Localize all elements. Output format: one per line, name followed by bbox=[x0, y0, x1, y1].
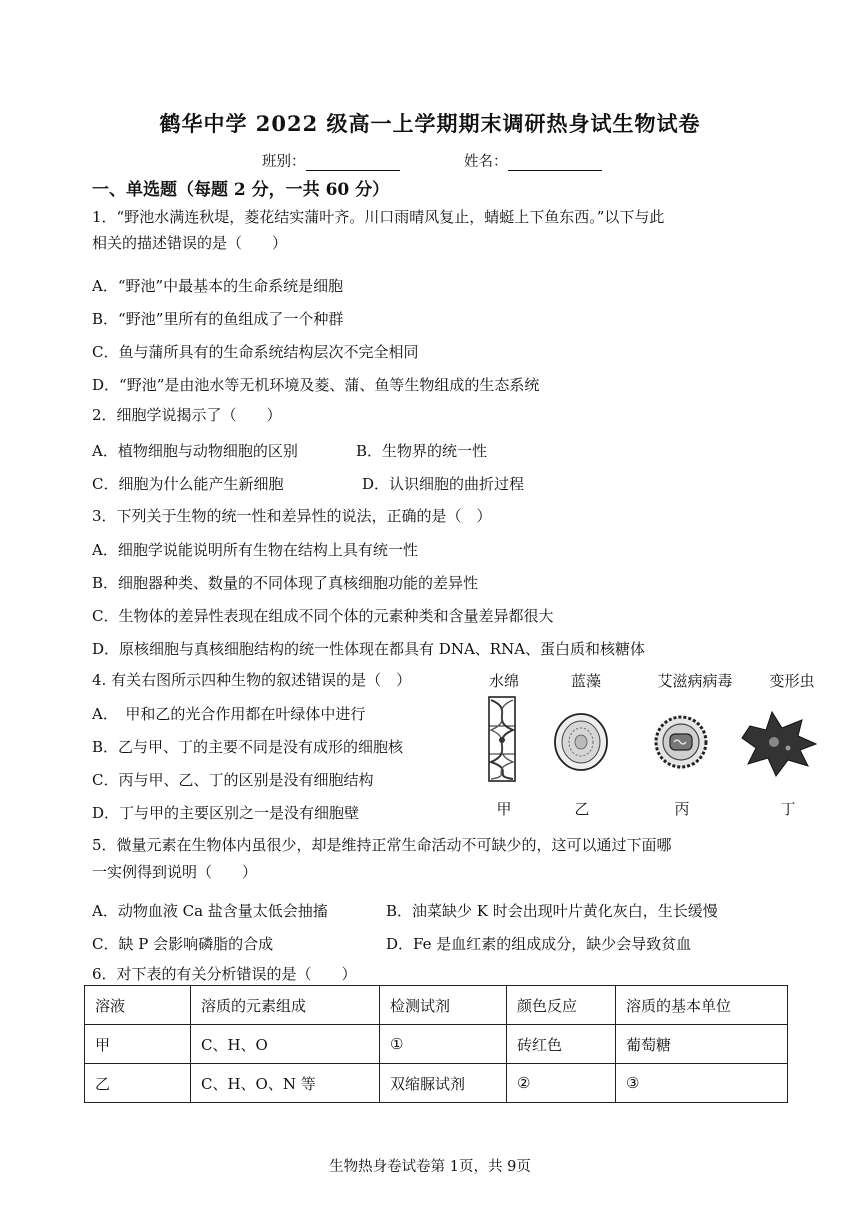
name-field bbox=[464, 150, 602, 171]
question-5-option-d: D．Fe 是血红素的组成成分，缺少会导致贫血 bbox=[386, 935, 692, 953]
question-5-option-b: B．油菜缺少 K 时会出现叶片黄化灰白，生长缓慢 bbox=[386, 902, 718, 920]
table-header-row bbox=[85, 986, 788, 1025]
table-header-cell: 颜色反应 bbox=[507, 986, 616, 1025]
analysis-table bbox=[84, 985, 788, 1103]
table-cell: C、H、O bbox=[191, 1025, 380, 1064]
figure-letter-yi: 乙 bbox=[574, 800, 590, 818]
table-cell: 葡萄糖 bbox=[616, 1025, 788, 1064]
figure-letter-bing: 丙 bbox=[674, 800, 690, 818]
question-5-stem-line2: 一实例得到说明（ ） bbox=[92, 863, 258, 881]
question-4-stem: 4. 有关右图所示四种生物的叙述错误的是（ ） bbox=[92, 671, 412, 689]
question-1-stem-line1: 1．“野池水满连秋堤，菱花结实蒲叶齐。川口雨晴风复止，蜻蜓上下鱼东西。”以下与此 bbox=[92, 208, 665, 226]
figure-letter-ding: 丁 bbox=[780, 800, 796, 818]
table-cell: ③ bbox=[616, 1064, 788, 1103]
table-header-cell: 检测试剂 bbox=[380, 986, 507, 1025]
question-1-option-c: C．鱼与蒲所具有的生命系统结构层次不完全相同 bbox=[92, 343, 419, 361]
class-blank bbox=[306, 154, 400, 171]
table-row bbox=[85, 1064, 788, 1103]
question-1-option-b: B．“野池”里所有的鱼组成了一个种群 bbox=[92, 310, 344, 328]
table-cell: 砖红色 bbox=[507, 1025, 616, 1064]
table-header-cell: 溶液 bbox=[85, 986, 191, 1025]
figure-name-amoeba: 变形虫 bbox=[769, 672, 815, 690]
question-5-option-a: A．动物血液 Ca 盐含量太低会抽搐 bbox=[92, 902, 328, 920]
question-3-option-d: D．原核细胞与真核细胞结构的统一性体现在都具有 DNA、RNA、蛋白质和核糖体 bbox=[92, 640, 646, 658]
class-field bbox=[262, 150, 400, 171]
name-blank bbox=[508, 154, 602, 171]
question-3-option-c: C．生物体的差异性表现在组成不同个体的元素种类和含量差异都很大 bbox=[92, 607, 554, 625]
question-4-option-a: A． 甲和乙的光合作用都在叶绿体中进行 bbox=[92, 705, 366, 723]
question-5-stem-line1: 5．微量元素在生物体内虽很少，却是维持正常生命活动不可缺少的，这可以通过下面哪 bbox=[92, 836, 672, 854]
name-label: 姓名： bbox=[464, 154, 508, 170]
question-4-option-b: B．乙与甲、丁的主要不同是没有成形的细胞核 bbox=[92, 738, 404, 756]
question-2-option-d: D．认识细胞的曲折过程 bbox=[362, 475, 525, 493]
figure-name-cyanobacteria: 蓝藻 bbox=[570, 672, 601, 690]
question-1-option-a: A．“野池”中最基本的生命系统是细胞 bbox=[92, 277, 344, 295]
table-cell: 甲 bbox=[85, 1025, 191, 1064]
question-4-option-c: C．丙与甲、乙、丁的区别是没有细胞结构 bbox=[92, 771, 374, 789]
question-2-option-a: A．植物细胞与动物细胞的区别 bbox=[92, 442, 298, 460]
question-5-option-c: C．缺 P 会影响磷脂的合成 bbox=[92, 935, 274, 953]
figure-name-hiv: 艾滋病病毒 bbox=[657, 672, 733, 690]
figure-letter-jia: 甲 bbox=[496, 800, 512, 818]
cyanobacteria-drawing bbox=[555, 714, 607, 770]
question-1-stem-line2: 相关的描述错误的是（ ） bbox=[92, 234, 288, 252]
question-3-option-b: B．细胞器种类、数量的不同体现了真核细胞功能的差异性 bbox=[92, 574, 479, 592]
question-3-stem: 3．下列关于生物的统一性和差异性的说法，正确的是（ ） bbox=[92, 507, 492, 525]
table-cell: 双缩脲试剂 bbox=[380, 1064, 507, 1103]
table-row bbox=[85, 1025, 788, 1064]
question-4-option-d: D．丁与甲的主要区别之一是没有细胞壁 bbox=[92, 804, 360, 822]
question-2-option-b: B．生物界的统一性 bbox=[356, 442, 488, 460]
question-3-option-a: A．细胞学说能说明所有生物在结构上具有统一性 bbox=[92, 541, 418, 559]
question-6-stem: 6．对下表的有关分析错误的是（ ） bbox=[92, 965, 357, 983]
section-title: 一、单选题（每题 2 分，一共 60 分） bbox=[92, 180, 390, 200]
amoeba-drawing bbox=[742, 712, 816, 776]
table-cell: ① bbox=[380, 1025, 507, 1064]
question-2-option-c: C．细胞为什么能产生新细胞 bbox=[92, 475, 284, 493]
table-header-cell: 溶质的基本单位 bbox=[616, 986, 788, 1025]
class-label: 班别： bbox=[262, 154, 306, 170]
table-header-cell: 溶质的元素组成 bbox=[191, 986, 380, 1025]
table-cell: ② bbox=[507, 1064, 616, 1103]
table-cell: 乙 bbox=[85, 1064, 191, 1103]
question-2-stem: 2．细胞学说揭示了（ ） bbox=[92, 406, 282, 424]
question-1-option-d: D．“野池”是由池水等无机环境及菱、蒲、鱼等生物组成的生态系统 bbox=[92, 376, 540, 394]
hiv-drawing bbox=[656, 717, 706, 767]
figure-name-spirogyra: 水绵 bbox=[488, 672, 519, 690]
table-cell: C、H、O、N 等 bbox=[191, 1064, 380, 1103]
organism-drawings bbox=[470, 690, 820, 790]
page-title: 鹤华中学 2022 级高一上学期期末调研热身试生物试卷 bbox=[159, 111, 701, 136]
page-footer: 生物热身卷试卷第 1页，共 9页 bbox=[329, 1159, 531, 1175]
spirogyra-drawing bbox=[489, 697, 515, 781]
